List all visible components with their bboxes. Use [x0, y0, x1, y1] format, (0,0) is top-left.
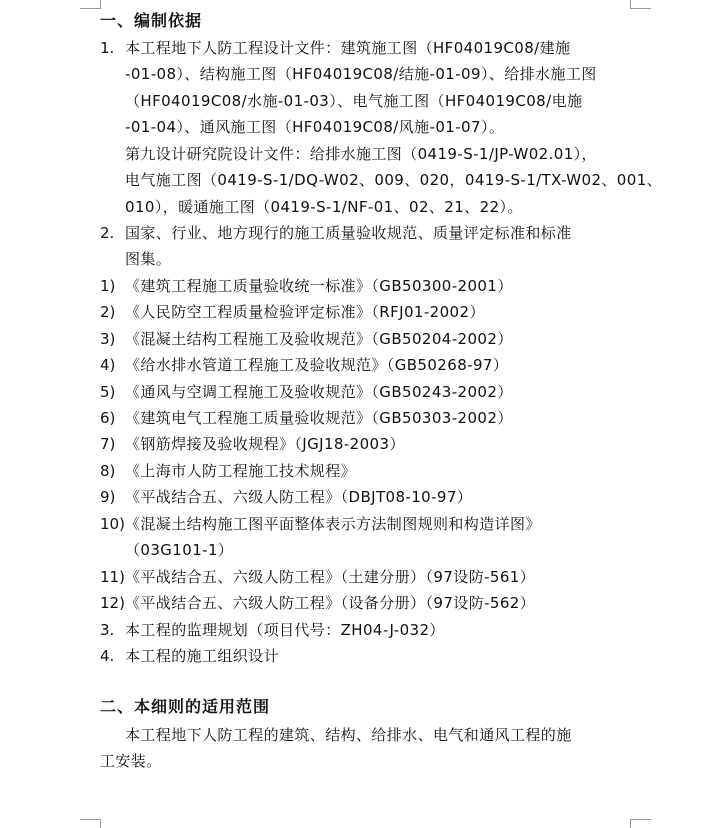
item-1-line-4: -01-04）、通风施工图（HF04019C08/风施-01-07）。 [125, 118, 505, 136]
item-2-line-1: 国家、行业、地方现行的施工质量验收规范、质量评定标准和标准 [125, 224, 572, 242]
standard-number: 7) [100, 435, 116, 453]
standard-text-continuation: （03G101-1） [125, 541, 234, 559]
standard-number: 9) [100, 488, 116, 506]
standard-text: 《平战结合五、六级人防工程》（DBJT08-10-97） [125, 488, 473, 506]
standard-text: 《混凝土结构施工图平面整体表示方法制图规则和构造详图》 [125, 515, 541, 533]
item-3-text: 本工程的监理规划（项目代号：ZH04-J-032） [125, 621, 445, 639]
standard-text: 《上海市人防工程施工技术规程》 [125, 462, 357, 480]
item-4-text: 本工程的施工组织设计 [125, 647, 280, 665]
item-1-line-7: 010），暖通施工图（0419-S-1/NF-01、02、21、22）。 [125, 198, 523, 216]
item-3-number: 3. [100, 621, 115, 639]
section-1-title: 一、编制依据 [100, 11, 203, 30]
standard-number: 11) [100, 568, 125, 586]
standard-text: 《建筑工程施工质量验收统一标准》（GB50300-2001） [125, 277, 513, 295]
standard-text: 《人民防空工程质量检验评定标准》（RFJ01-2002） [125, 303, 485, 321]
crop-mark-top-right [630, 0, 651, 9]
standard-text: 《钢筋焊接及验收规程》（JGJ18-2003） [125, 435, 405, 453]
standard-number: 4) [100, 356, 116, 374]
standard-text: 《给水排水管道工程施工及验收规范》（GB50268-97） [125, 356, 509, 374]
standard-text: 《平战结合五、六级人防工程》（土建分册）（97设防-561） [125, 568, 536, 586]
standard-number: 10) [100, 515, 125, 533]
section-2-title: 二、本细则的适用范围 [100, 697, 271, 716]
standard-text: 《通风与空调工程施工及验收规范》（GB50243-2002） [125, 383, 513, 401]
standard-number: 3) [100, 330, 116, 348]
item-1-number: 1. [100, 39, 115, 57]
standard-number: 1) [100, 277, 116, 295]
item-1-line-6: 电气施工图（0419-S-1/DQ-W02、009、020，0419-S-1/TX-W02、001、 [125, 171, 663, 189]
section-2-line-2: 工安装。 [100, 752, 162, 770]
standard-number: 8) [100, 462, 116, 480]
standard-number: 6) [100, 409, 116, 427]
item-1-line-2: -01-08）、结构施工图（HF04019C08/结施-01-09）、给排水施工图 [125, 65, 597, 83]
standard-number: 5) [100, 383, 116, 401]
item-1-line-3: （HF04019C08/水施-01-03）、电气施工图（HF04019C08/电施 [125, 92, 583, 110]
standard-text: 《平战结合五、六级人防工程》（设备分册）（97设防-562） [125, 594, 536, 612]
crop-mark-top-left [80, 0, 101, 9]
item-1-line-5: 第九设计研究院设计文件：给排水施工图（0419-S-1/JP-W02.01）， [125, 145, 597, 163]
item-2-line-2: 图集。 [125, 250, 172, 268]
item-2-number: 2. [100, 224, 115, 242]
standard-number: 12) [100, 594, 125, 612]
standard-number: 2) [100, 303, 116, 321]
standard-text: 《混凝土结构工程施工及验收规范》（GB50204-2002） [125, 330, 513, 348]
item-1-line-1: 本工程地下人防工程设计文件：建筑施工图（HF04019C08/建施 [125, 39, 571, 57]
item-4-number: 4. [100, 647, 115, 665]
section-2-line-1: 本工程地下人防工程的建筑、结构、给排水、电气和通风工程的施 [125, 726, 572, 744]
standard-text: 《建筑电气工程施工质量验收规范》（GB50303-2002） [125, 409, 513, 427]
